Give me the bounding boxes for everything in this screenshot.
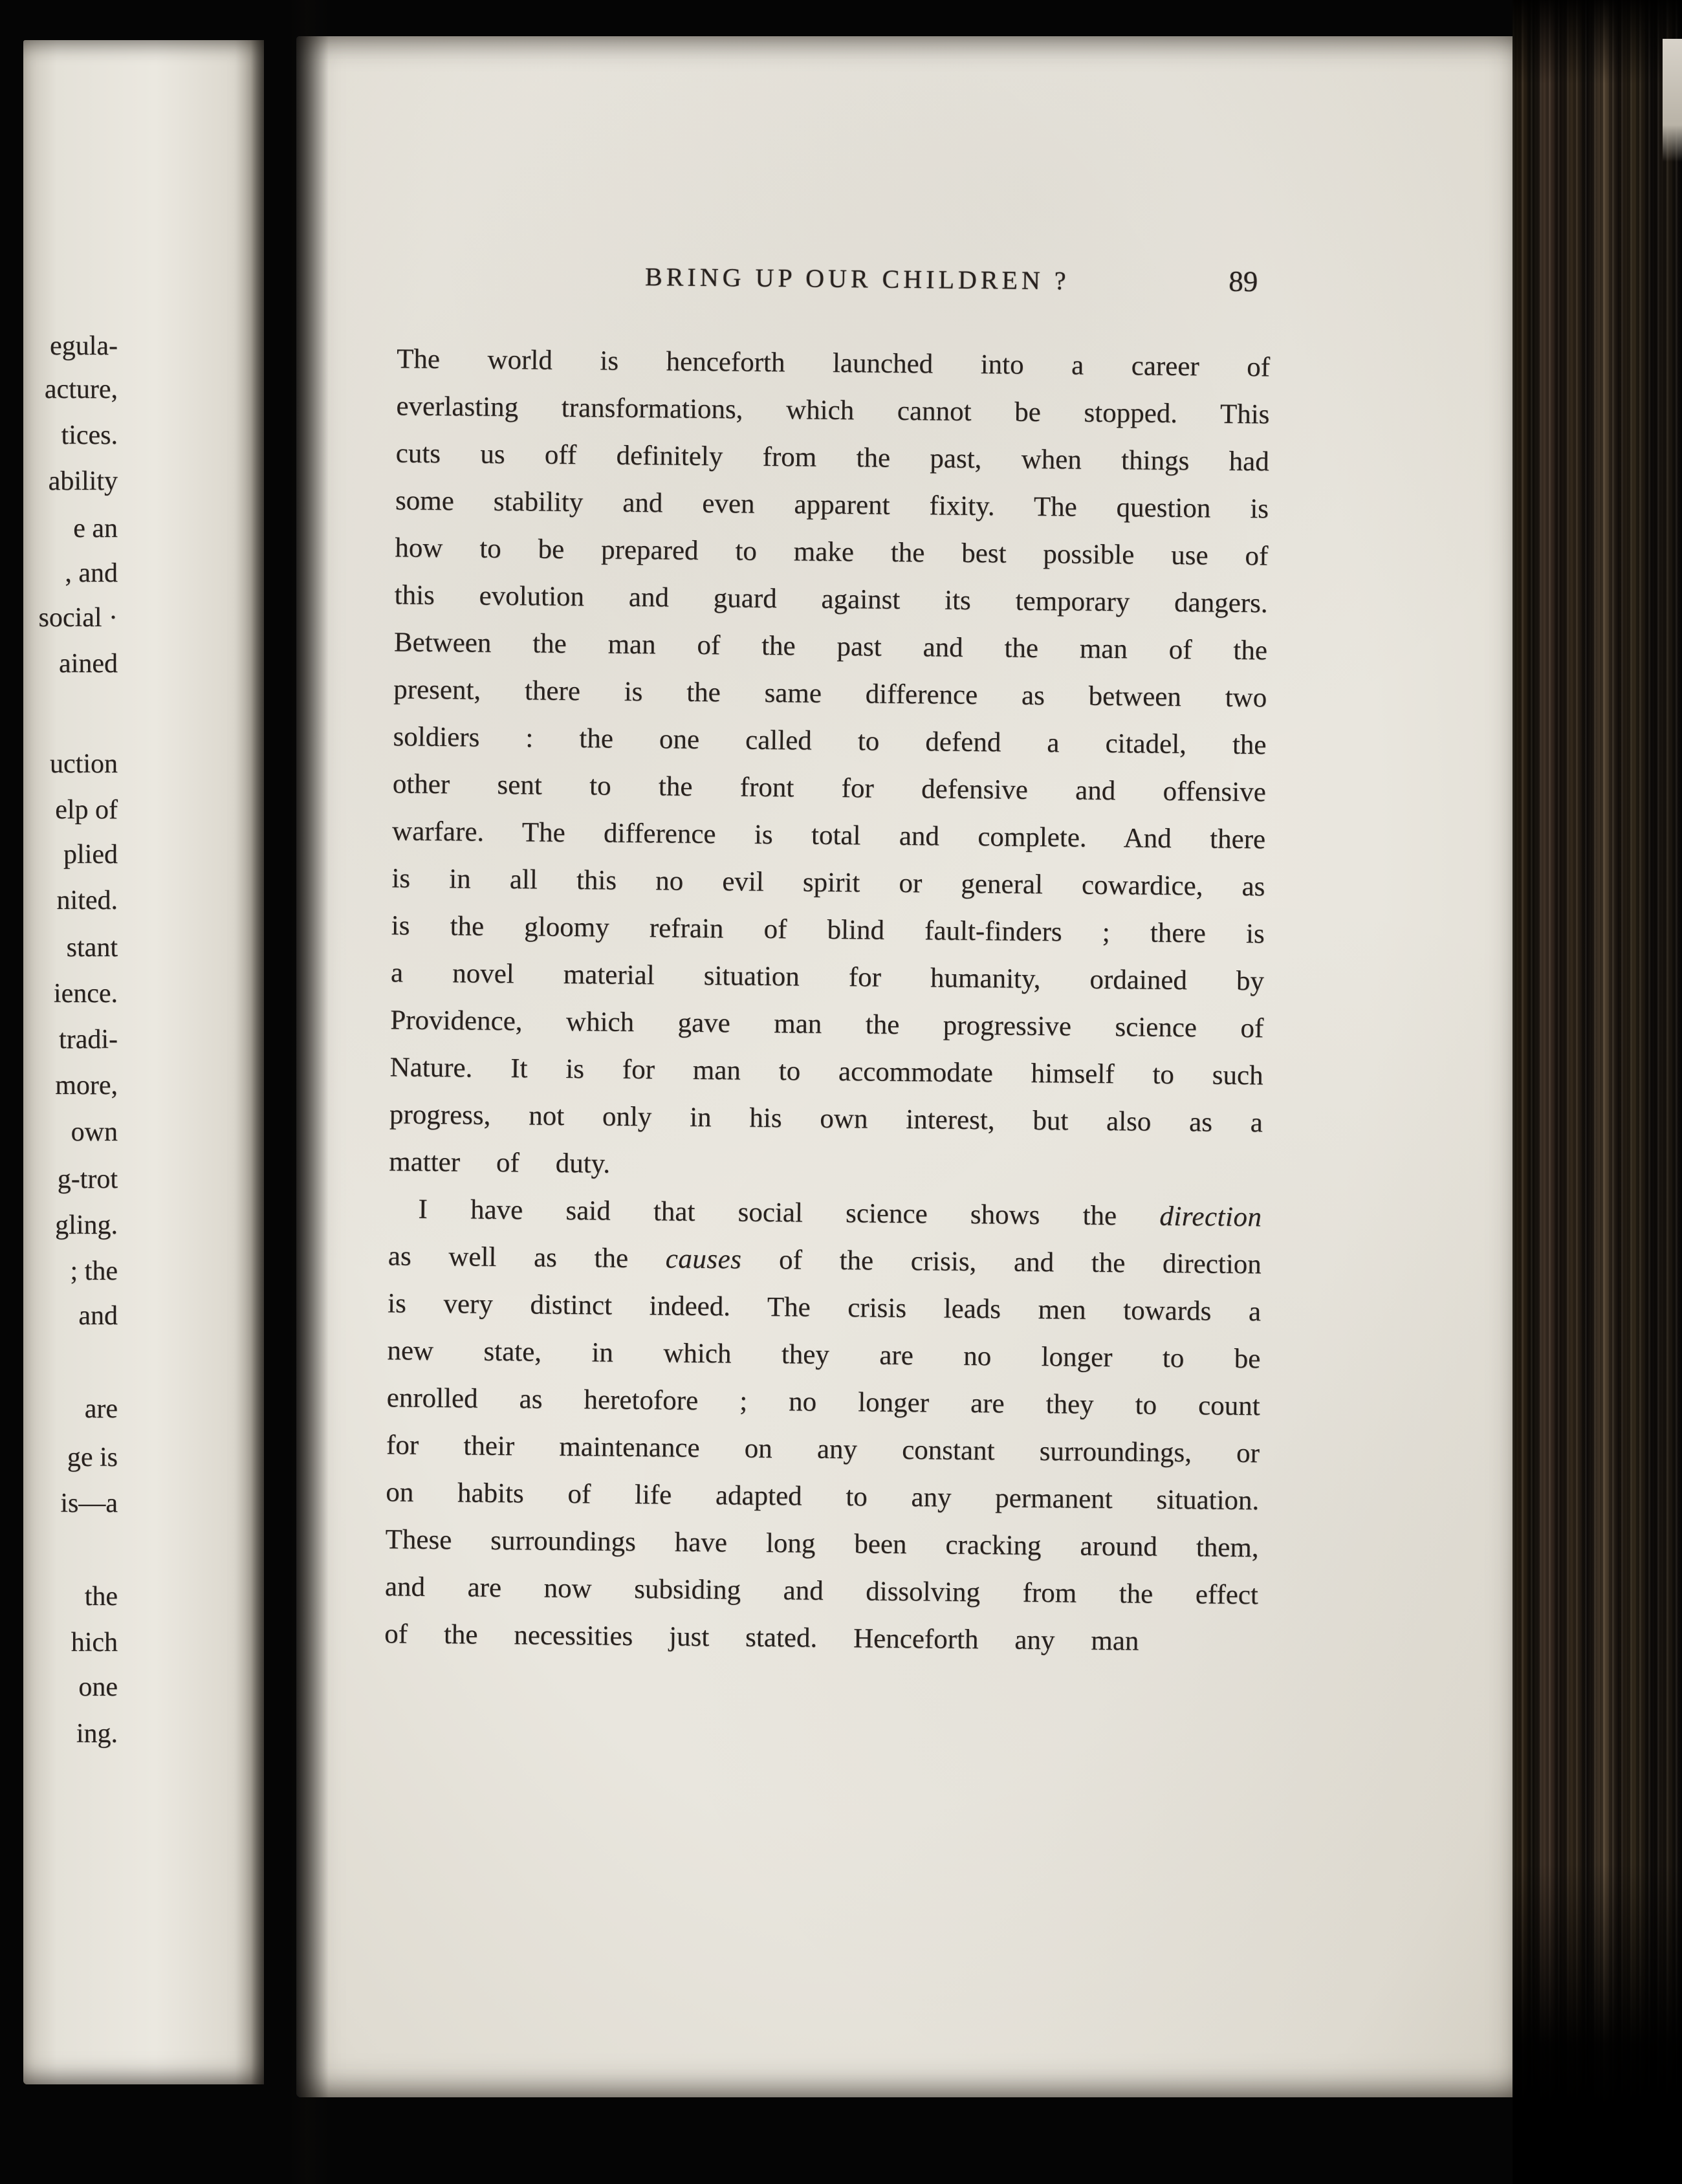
page-gutter-shadow — [251, 0, 329, 2184]
left-page-fragment: and — [78, 1301, 118, 1331]
left-page-fragment: , and — [65, 558, 118, 588]
left-page-fragment: hich — [71, 1628, 118, 1657]
left-page-fragment: own — [71, 1117, 118, 1147]
left-page-fragment: social · — [38, 603, 118, 633]
book-page — [296, 36, 1525, 2097]
page-number: 89 — [1229, 265, 1258, 298]
left-page-fragment: ability — [48, 466, 118, 496]
italic-run: direction — [1159, 1201, 1262, 1233]
left-page-fragment: ained — [59, 649, 118, 679]
page-content — [276, 30, 1525, 2103]
left-page-fragment: uction — [50, 749, 118, 779]
left-page-fragment: ; the — [70, 1256, 118, 1286]
text-run: of the crisis, and the direction is very distinct indeed. The crisis leads men towards a new state, in which they are no longer to be enrolled as heretofore ; no longer are they to count for their maintenance on any constant surroundings, or on habits of life adapted to any permanent situation. These surroundings have long been cracking around them, and are now subsiding and dissolving from the effect of the necessities just stated. Henceforth any man — [384, 1244, 1262, 1657]
left-page-fragment: ing. — [76, 1719, 118, 1749]
running-header-title: BRING UP OUR CHILDREN ? — [644, 262, 1070, 296]
left-page-fragment: acture, — [44, 375, 118, 404]
left-page-fragment: g-trot — [57, 1164, 118, 1194]
text-run: as well as the — [388, 1241, 666, 1274]
left-page-fragment: egula- — [50, 331, 118, 361]
left-page-fragment: are — [84, 1394, 118, 1424]
left-page-fragment: ience. — [53, 979, 118, 1009]
page-body — [384, 335, 1271, 1666]
left-page-fragment: one — [78, 1672, 118, 1702]
paragraph — [384, 1185, 1262, 1666]
left-page-fragment: ge is — [67, 1443, 118, 1472]
left-page-fragment: the — [84, 1582, 118, 1611]
left-page-fragment: plied — [63, 840, 118, 869]
left-page-fragment: stant — [66, 933, 118, 963]
left-page-fragment: is—a — [60, 1489, 118, 1518]
text-run: The world is henceforth launched into a career of everlasting transformations, which cannot be stopped. This cuts us off definitely from the past, when things had some stability and even apparent fixity. The question is how to be prepared to make the best possible use of this evolution and guard against its temporary dangers. Between the man of the past and the man of the present, there is the same difference as between two soldiers : the one called to defend a citadel, the other sent to the front for defensive and offensive warfare. The difference is total and complete. And there is in all this no evil spirit or general cowardice, as is the gloomy refrain of blind fault-finders ; there is a novel material situation for humanity, ordained by Providence, which gave man the progressive science of Nature. It is for man to accommodate himself to such progress, not only in his own interest, but also as a matter of duty. — [389, 344, 1271, 1179]
left-page-fragment: e an — [73, 514, 118, 543]
italic-run: causes — [665, 1243, 742, 1275]
text-run: I have said that social science shows the — [418, 1194, 1160, 1232]
left-page-fragment: elp of — [55, 795, 118, 825]
left-page-fragment: tradi- — [59, 1025, 118, 1054]
left-page-fragment: gling. — [55, 1210, 118, 1240]
left-page-fragment: tices. — [61, 420, 118, 450]
page-header — [397, 255, 1271, 305]
left-page-fragment: more, — [55, 1071, 118, 1100]
left-page-fragment: nited. — [56, 886, 118, 915]
fore-edge-pages — [1513, 0, 1682, 2184]
paragraph — [389, 335, 1271, 1194]
fore-edge-highlight — [1663, 39, 1682, 162]
left-page-edge — [23, 40, 264, 2084]
